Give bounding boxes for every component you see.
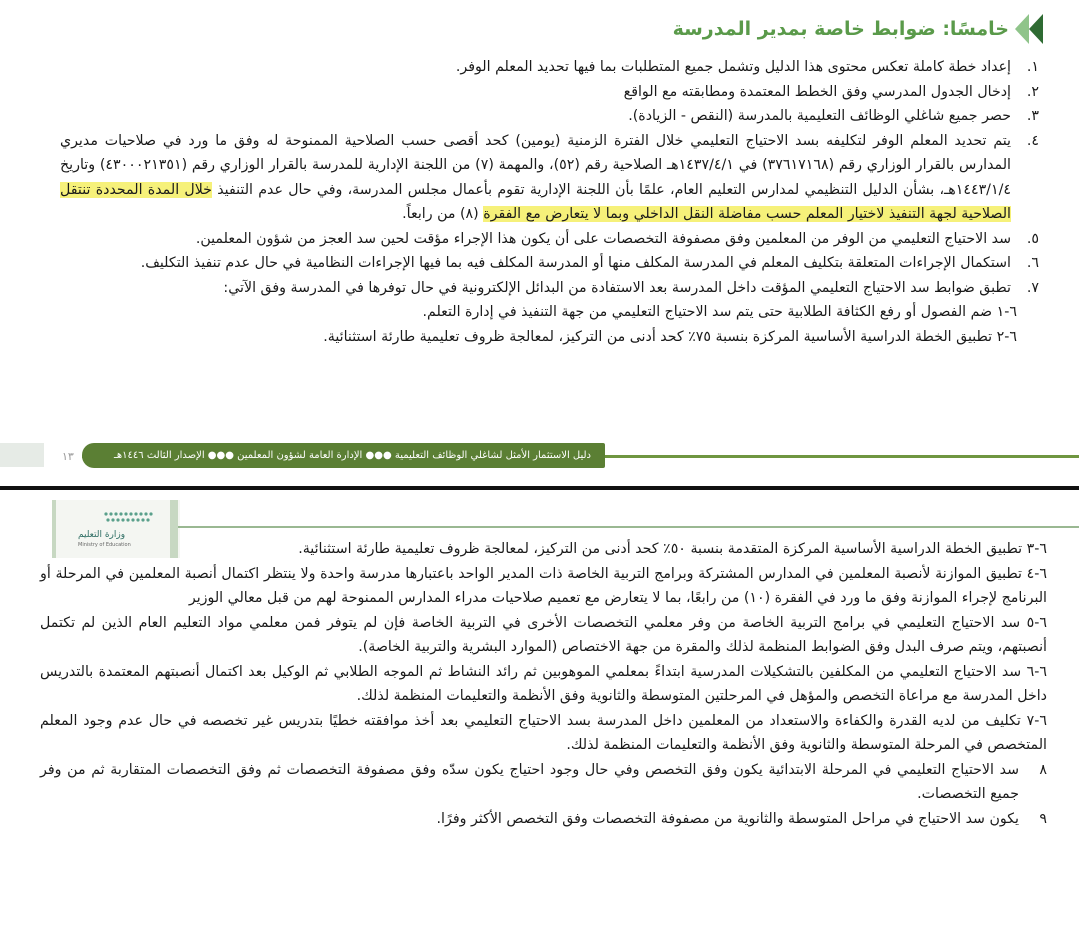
list-item — [60, 55, 1039, 80]
item-number: ٣. — [1026, 108, 1039, 124]
bottom-item-list — [40, 537, 1047, 831]
logo-dots-icon — [102, 510, 154, 526]
footer-banner — [82, 443, 605, 468]
section-title-text: خامسًا: ضوابط خاصة بمدير المدرسة — [672, 18, 1009, 40]
list-item — [60, 104, 1039, 129]
item-text: ٦-٤ تطبيق الموازنة لأنصبة المعلمين في المدارس المشتركة وبرامج التربية الخاصة ذات المدير الواحد باعتبارها مدرسة واحدة ولا ينتظر اكتمال أنصبة المعلمين في المرحلة أو البرنامج لإجراء الموازنة وفق ما ورد في الفقرة (١٠) من رابعًا، بما لا يتعارض مع تعميم صلاحيات مدراء المدارس الممنوحة لهم من قبل معالي الوزير — [40, 565, 1047, 606]
item-text: ٦-٧ تكليف من لديه القدرة والكفاءة والاستعداد من المعلمين داخل المدرسة بسد الاحتياج التعليمي بعد أخذ موافقته خطيًا بتدريس غير تخصصه في حال عدم وجود المعلم المتخصص في المرحلة المتوسطة والثانوية وفق الأنظمة والتعليمات المنظمة لذلك. — [40, 712, 1047, 753]
highlighted-text: خلال المدة المحددة تنتقل الصلاحية لجهة التنفيذ لاختيار المعلم حسب مفاضلة النقل الداخلي وبما لا يتعارض مع الفقرة — [60, 181, 1011, 222]
top-item-list — [60, 55, 1039, 349]
item-text: تطبق ضوابط سد الاحتياج التعليمي المؤقت داخل المدرسة بعد الاستفادة من البدائل الإلكترونية في حال توفرها في المدرسة وفق الآتي: — [223, 279, 1011, 296]
item-number: ١. — [1026, 59, 1039, 75]
list-item — [60, 251, 1039, 276]
list-item — [40, 562, 1047, 611]
item-text: حصر جميع شاغلي الوظائف التعليمية بالمدرسة (النقص - الزيادة). — [628, 108, 1011, 124]
logo-english-text: Ministry of Education — [78, 542, 131, 548]
list-item — [40, 807, 1047, 832]
item-text: ٦-٣ تطبيق الخطة الدراسية الأساسية المركزة المتقدمة بنسبة ٥٠٪ كحد أدنى من التركيز، لمعالجة ظروف تعليمية طارئة استثنائية. — [298, 541, 1047, 557]
item-text-main: يتم تحديد المعلم الوفر لتكليفه بسد الاحتياج التعليمي خلال الفترة الزمنية (يومين) كحد أقصى حسب الصلاحية الممنوحة له وفق ما ورد في صلاحيات مديري المدارس بالقرار الوزاري رقم (٣٧٦١٧١٦٨) في ١٤٣٧/٤/١هـ الصلاحية رقم (٥٢)، والمهمة (٧) من اللجنة الإدارية للمدرسة بالقرار الوزاري رقم (٤٣٠٠٠٢١٣٥١) وتاريخ ١٤٤٣/١/٤هـ، بشأن الدليل التنظيمي لمدارس التعليم العام، علمًا بأن اللجنة الإدارية تقوم بأعمال مجلس المدرسة، وفي حال عدم التنفيذ — [60, 132, 1011, 198]
bottom-page — [0, 490, 1079, 940]
item-text: استكمال الإجراءات المتعلقة بتكليف المعلم في المدرسة المكلف منها أو المدرسة المكلف فيه بما فيها الإجراءات النظامية في حال عدم تنفيذ التكليف. — [140, 255, 1011, 271]
item-number: ٢. — [1026, 83, 1039, 100]
list-item — [60, 129, 1039, 227]
item-text: سد الاحتياج التعليمي من الوفر من المعلمين وفق مصفوفة التخصصات على أن يكون هذا الإجراء مؤقت لحين سد العجز من شؤون المعلمين. — [195, 230, 1011, 247]
item-number: ٥. — [1026, 230, 1039, 247]
list-item — [40, 660, 1047, 709]
item-number: ٤. — [1026, 132, 1039, 149]
item-text: إعداد خطة كاملة تعكس محتوى هذا الدليل وتشمل جميع المتطلبات بما فيها تحديد المعلم الوفر. — [455, 59, 1011, 75]
item-number: ٧. — [1026, 279, 1039, 296]
list-item — [60, 227, 1039, 252]
page-tab-decoration — [0, 443, 44, 467]
item-number: ٦. — [1026, 255, 1039, 271]
list-item — [40, 758, 1047, 807]
list-item — [40, 611, 1047, 660]
list-item — [40, 709, 1047, 758]
item-text: ٦-٥ سد الاحتياج التعليمي في برامج التربية الخاصة من وفر معلمي التخصصات الأخرى في التربية الخاصة فإن لم يتوفر فمن معلمي مواد التعليم العام الذين لم تكتمل أنصبتهم، ويتم صرف البدل وفق الضوابط المنظمة لذلك والمقرة من جهة الاختصاص (الموارد البشرية والتربية الخاصة). — [40, 614, 1047, 655]
item-number: ٨ — [1039, 761, 1047, 778]
page-number: ١٣ — [62, 450, 74, 463]
item-text-tail: (٨) من رابعاً. — [402, 206, 479, 222]
footer-text: دليل الاستثمار الأمثل لشاغلي الوظائف التعليمية ●●● الإدارة العامة لشؤون المعلمين ●●● الإصدار الثالث ١٤٤٦هـ — [113, 450, 591, 461]
item-text: ٦-٦ سد الاحتياج التعليمي من المكلفين بالتشكيلات المدرسية ابتداءً بمعلمي الموهوبين ثم رائد النشاط ثم الموجه الطلابي ثم الوكيل بعد اكتمال أنصبتهم المعتمدة بالتدريس داخل المدرسة مع مراعاة التخصص والمؤهل في المرحلتين المتوسطة والثانوية وفق الأنظمة والتعليمات المنظمة لذلك. — [40, 663, 1047, 704]
double-chevron-icon — [1019, 14, 1043, 44]
sub-list-item: ٦-١ ضم الفصول أو رفع الكثافة الطلابية حتى يتم سد الاحتياج التعليمي من جهة التنفيذ في إدارة التعلم. — [422, 304, 1017, 320]
item-text: سد الاحتياج التعليمي في المرحلة الابتدائية يكون وفق التخصص وفي حال وجود احتياج يكون سدّه وفق مصفوفة التخصصات ثم وفق التخصصات المتقاربة ثم من وفر جميع التخصصات. — [40, 761, 1019, 802]
item-text: يكون سد الاحتياج في مراحل المتوسطة والثانوية من مصفوفة التخصصات وفق التخصص الأكثر وفرًا. — [436, 810, 1019, 827]
item-number: ٩ — [1039, 810, 1047, 827]
list-item — [40, 537, 1047, 562]
list-item — [60, 276, 1039, 301]
section-title — [673, 14, 1043, 44]
item-text: إدخال الجدول المدرسي وفق الخطط المعتمدة ومطابقته مع الواقع — [623, 83, 1011, 100]
logo-arabic-text: وزارة التعليم — [78, 530, 126, 540]
item-text — [60, 129, 1011, 227]
header-rule — [178, 526, 1079, 528]
sub-list-item: ٦-٢ تطبيق الخطة الدراسية الأساسية المركزة بنسبة ٧٥٪ كحد أدنى من التركيز، لمعالجة ظروف تعليمية طارئة استثنائية. — [323, 328, 1017, 345]
list-item — [60, 80, 1039, 105]
